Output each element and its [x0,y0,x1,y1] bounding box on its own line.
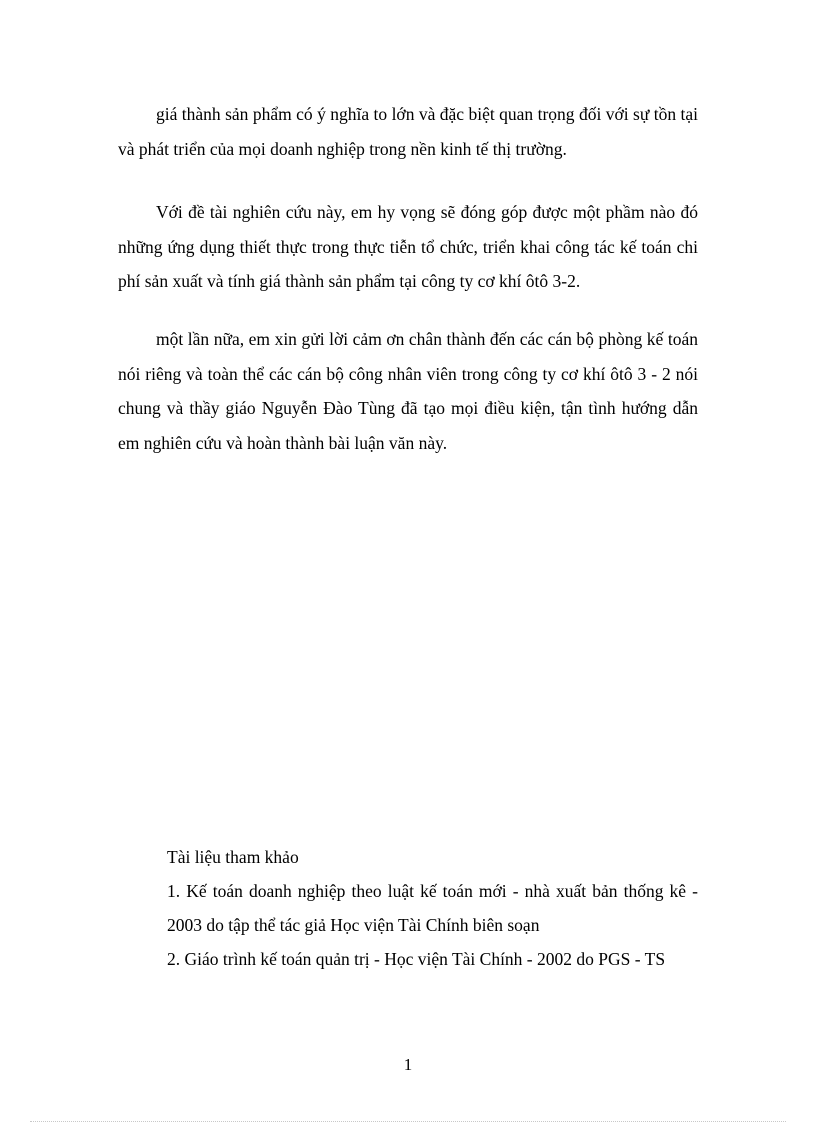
page-bottom-divider [30,1121,786,1122]
body-paragraph-1: giá thành sản phẩm có ý nghĩa to lớn và đặc biệt quan trọng đối với sự tồn tại và phát triển của mọi doanh nghiệp trong nền kinh tế thị trường. [118,104,698,159]
references-title: Tài liệu tham khảo [167,847,299,867]
body-paragraph-2: Với đề tài nghiên cứu này, em hy vọng sẽ đóng góp được một phầm nào đó những ứng dụng thiết thực trong thực tiễn tổ chức, triển khai công tác kế toán chi phí sản xuất và tính giá thành sản phẩm tại công ty cơ khí ôtô 3-2. [118,202,698,291]
page-number: 1 [403,1055,413,1074]
reference-item-2: 2. Giáo trình kế toán quản trị - Học viện Tài Chính - 2002 do PGS - TS [167,949,666,969]
references-section [167,840,698,976]
reference-item-1: 1. Kế toán doanh nghiệp theo luật kế toán mới - nhà xuất bản thống kê - 2003 do tập thể tác giả Học viện Tài Chính biên soạn [167,881,698,935]
body-paragraph-3: một lần nữa, em xin gửi lời cảm ơn chân thành đến các cán bộ phòng kế toán nói riêng và toàn thể các cán bộ công nhân viên trong công ty cơ khí ôtô 3 - 2 nói chung và thầy giáo Nguyễn Đào Tùng đã tạo mọi điều kiện, tận tình hướng dẫn em nghiên cứu và hoàn thành bài luận văn này. [118,329,698,453]
